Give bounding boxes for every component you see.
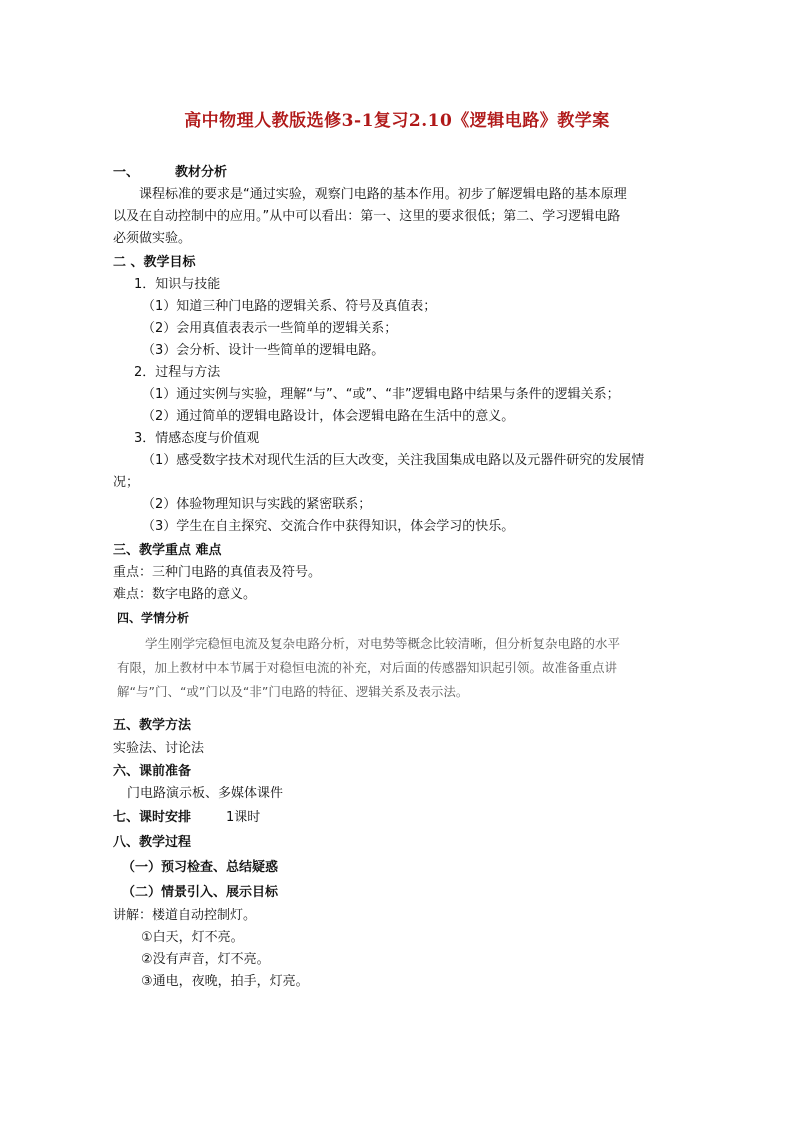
list-item: （1）通过实例与实验，理解“与”、“或”、“非”逻辑电路中结果与条件的逻辑关系； xyxy=(142,387,620,402)
list-item: （2）会用真值表表示一些简单的逻辑关系； xyxy=(142,321,398,336)
list-item: ①白天，灯不亮。 xyxy=(141,930,244,945)
paragraph-line: 学生刚学完稳恒电流及复杂电路分析，对电势等概念比较清晰，但分析复杂电路的水平 xyxy=(145,636,621,651)
section-4-heading: 四、学情分析 xyxy=(117,611,190,625)
paragraph-line: 必须做实验。 xyxy=(113,231,192,246)
subsection-heading: （二）情景引入、展示目标 xyxy=(122,885,279,900)
section-1-heading: 教材分析 xyxy=(175,165,228,180)
list-item: （1）感受数字技术对现代生活的巨大改变，关注我国集成电路以及元器件研究的发展情 xyxy=(142,453,645,468)
section-7-heading: 七、课时安排 xyxy=(113,810,192,825)
class-hours: 1课时 xyxy=(226,810,261,825)
section-6-heading: 六、课前准备 xyxy=(113,764,192,779)
paragraph-line: 有限，加上教材中本节属于对稳恒电流的补充，对后面的传感器知识起引领。故准备重点讲 xyxy=(117,660,618,675)
list-item: （3）学生在自主探究、交流合作中获得知识，体会学习的快乐。 xyxy=(142,519,515,534)
list-item: （2）通过简单的逻辑电路设计，体会逻辑电路在生活中的意义。 xyxy=(142,409,515,424)
subsection-heading: （一）预习检查、总结疑惑 xyxy=(122,860,279,875)
subheading: 2．过程与方法 xyxy=(134,365,221,380)
document-title: 高中物理人教版选修3-1复习2.10《逻辑电路》教学案 xyxy=(184,111,610,131)
paragraph-line: 以及在自动控制中的应用。”从中可以看出：第一、这里的要求很低；第二、学习逻辑电路 xyxy=(113,209,621,224)
list-item-continuation: 况； xyxy=(113,475,140,490)
list-item: ②没有声音，灯不亮。 xyxy=(141,952,270,967)
subheading: 3．情感态度与价值观 xyxy=(134,431,260,446)
list-item: （1）知道三种门电路的逻辑关系、符号及真值表； xyxy=(142,299,437,314)
list-item: （3）会分析、设计一些简单的逻辑电路。 xyxy=(142,343,385,358)
difficult-point: 难点：数字电路的意义。 xyxy=(113,587,257,602)
section-3-heading: 三、教学重点 难点 xyxy=(113,543,222,558)
section-5-heading: 五、教学方法 xyxy=(113,718,192,733)
paragraph-line: 解“与”门、“或”门以及“非”门电路的特征、逻辑关系及表示法。 xyxy=(117,684,469,699)
paragraph-line: 实验法、讨论法 xyxy=(113,741,205,756)
section-8-heading: 八、教学过程 xyxy=(113,835,192,850)
section-2-heading: 二 、教学目标 xyxy=(113,255,196,270)
list-item: ③通电，夜晚，拍手，灯亮。 xyxy=(141,974,309,989)
paragraph-line: 讲解：楼道自动控制灯。 xyxy=(113,908,257,923)
paragraph-line: 课程标准的要求是“通过实验，观察门电路的基本作用。初步了解逻辑电路的基本原理 xyxy=(139,187,627,202)
list-item: （2）体验物理知识与实践的紧密联系； xyxy=(142,497,372,512)
paragraph-line: 门电路演示板、多媒体课件 xyxy=(127,786,284,801)
section-1-number: 一、 xyxy=(113,165,140,180)
subheading: 1．知识与技能 xyxy=(134,277,221,292)
key-point: 重点：三种门电路的真值表及符号。 xyxy=(113,565,322,580)
